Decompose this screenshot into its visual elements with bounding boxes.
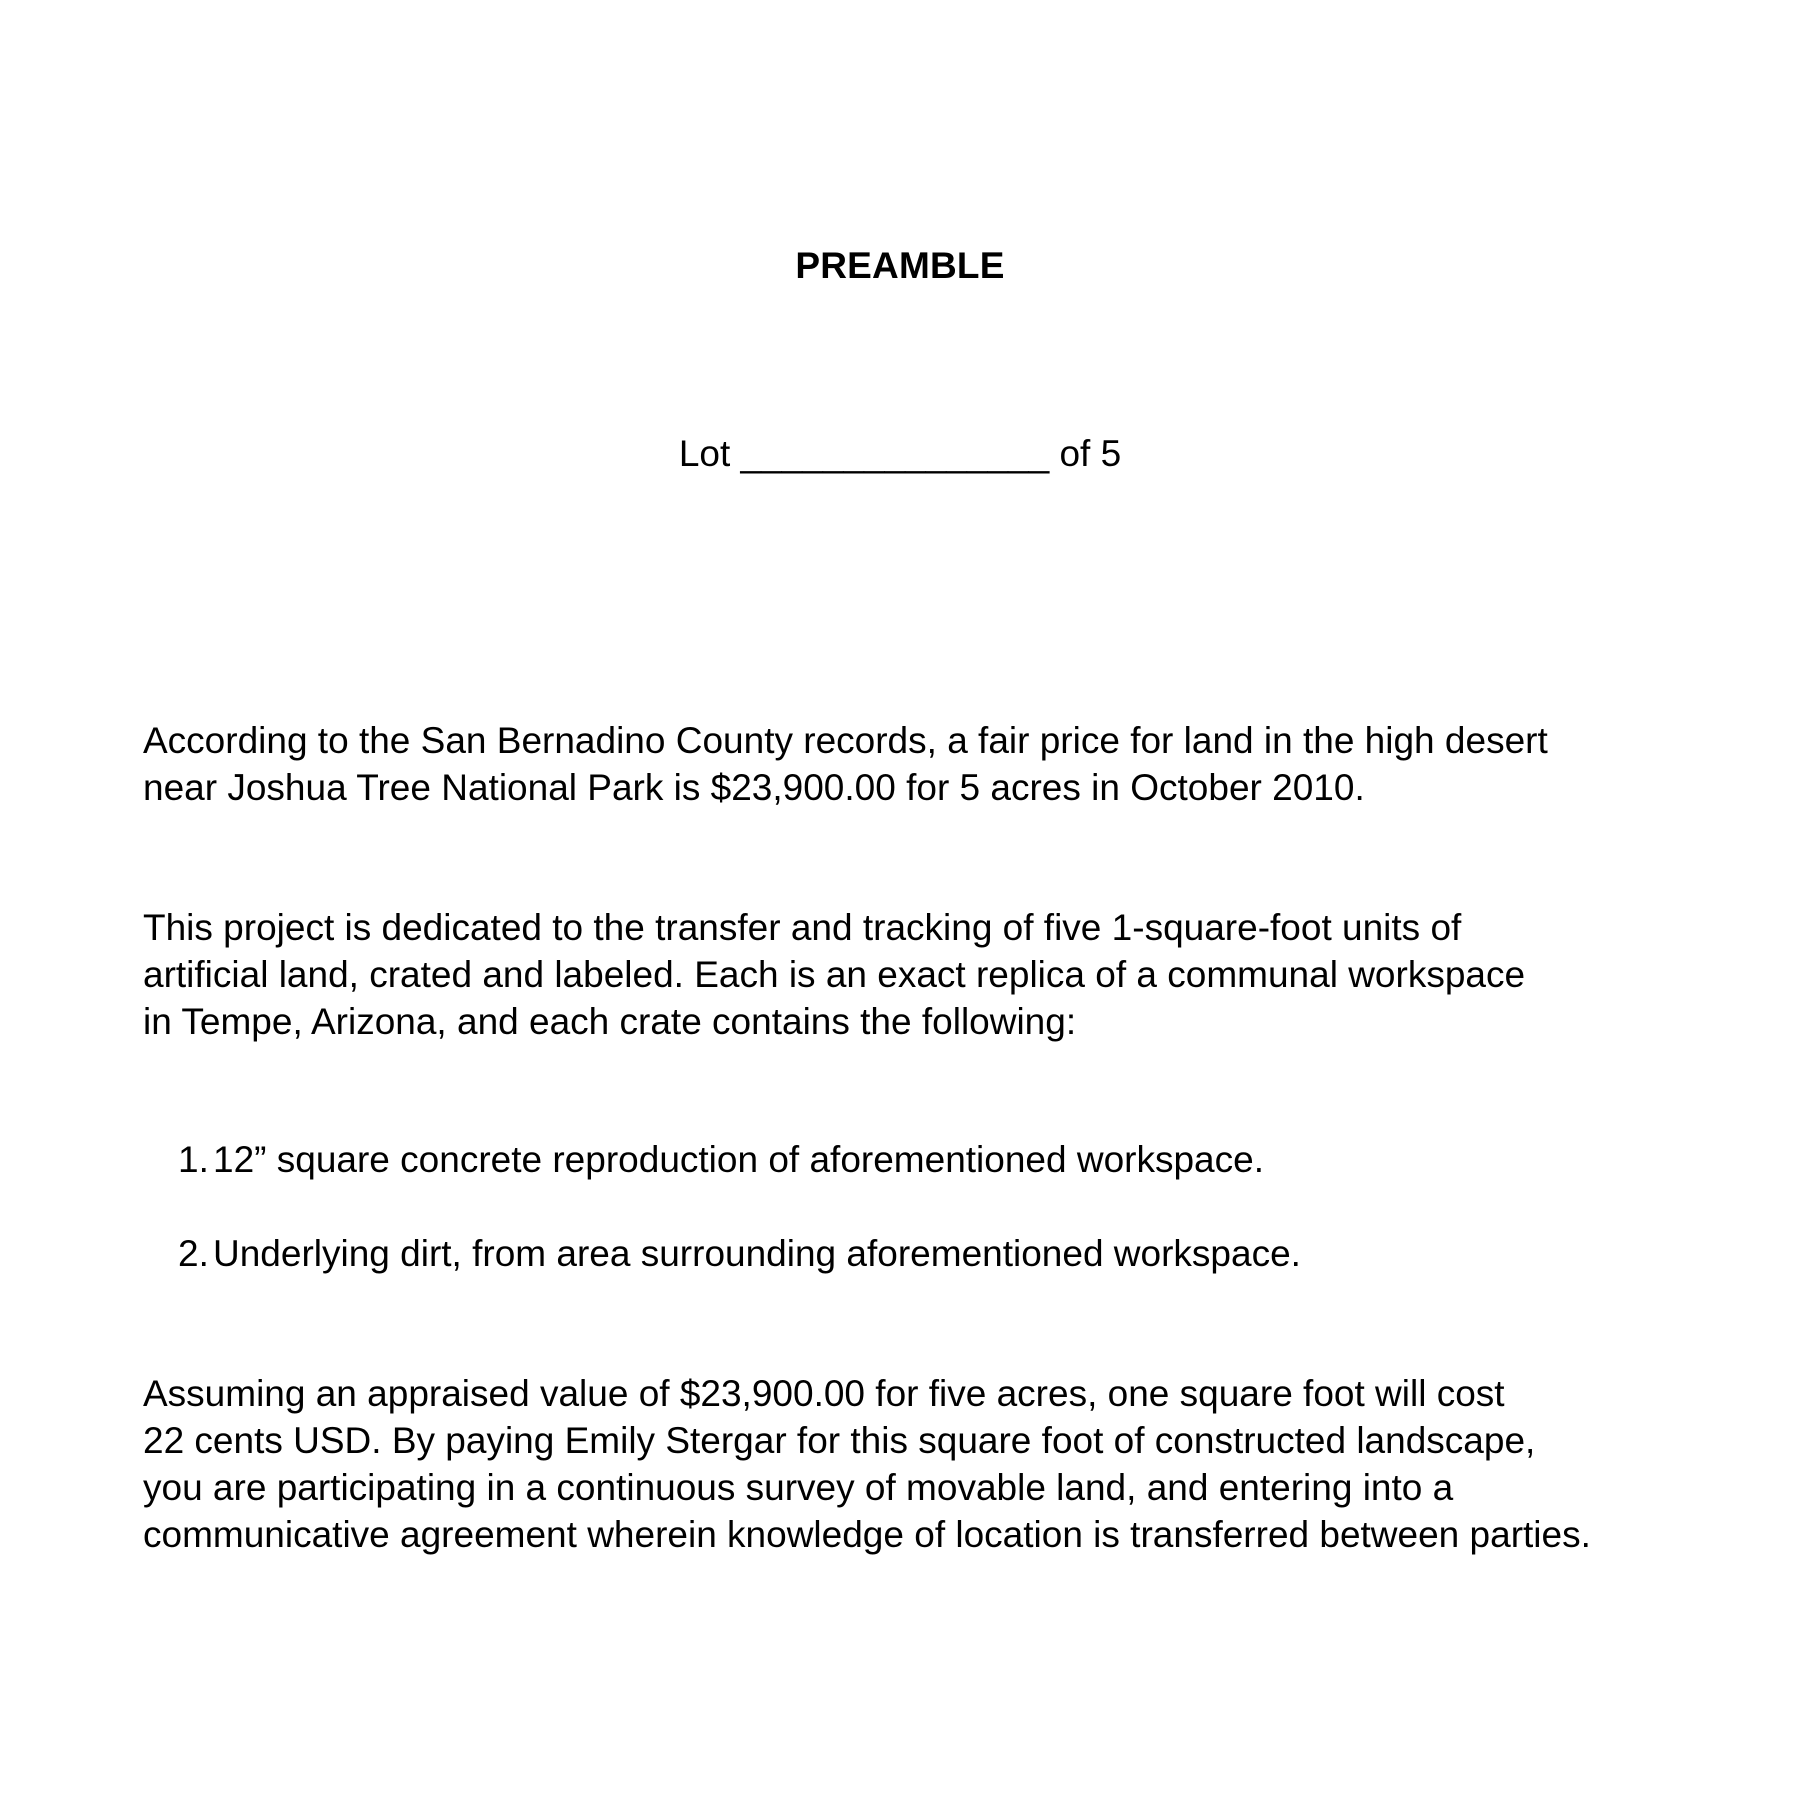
paragraph-appraised-value: [143, 1370, 1763, 1558]
paragraph-line: This project is dedicated to the transfer and tracking of five 1-square-foot units of: [143, 907, 1462, 948]
paragraph-line: According to the San Bernadino County records, a fair price for land in the high desert: [143, 720, 1548, 761]
paragraph-line: you are participating in a continuous survey of movable land, and entering into a: [143, 1467, 1454, 1508]
paragraph-line: Assuming an appraised value of $23,900.00 for five acres, one square foot will cost: [143, 1373, 1505, 1414]
paragraph-county-records: [143, 717, 1763, 811]
lot-number-line: Lot _______________ of 5: [678, 433, 1122, 474]
paragraph-project-description: [143, 904, 1763, 1045]
paragraph-line: near Joshua Tree National Park is $23,900.00 for 5 acres in October 2010.: [143, 767, 1365, 808]
list-item-number: 1.: [178, 1139, 209, 1180]
list-item-number: 2.: [178, 1233, 209, 1274]
paragraph-line: in Tempe, Arizona, and each crate contains the following:: [143, 1001, 1077, 1042]
page-title: PREAMBLE: [795, 245, 1005, 286]
list-item-text: Underlying dirt, from area surrounding aforementioned workspace.: [213, 1233, 1301, 1274]
list-item-text: 12” square concrete reproduction of aforementioned workspace.: [213, 1139, 1264, 1180]
paragraph-line: communicative agreement wherein knowledge of location is transferred between parties.: [143, 1514, 1591, 1555]
paragraph-line: 22 cents USD. By paying Emily Stergar for this square foot of constructed landscape,: [143, 1420, 1536, 1461]
paragraph-line: artificial land, crated and labeled. Each is an exact replica of a communal workspace: [143, 954, 1526, 995]
